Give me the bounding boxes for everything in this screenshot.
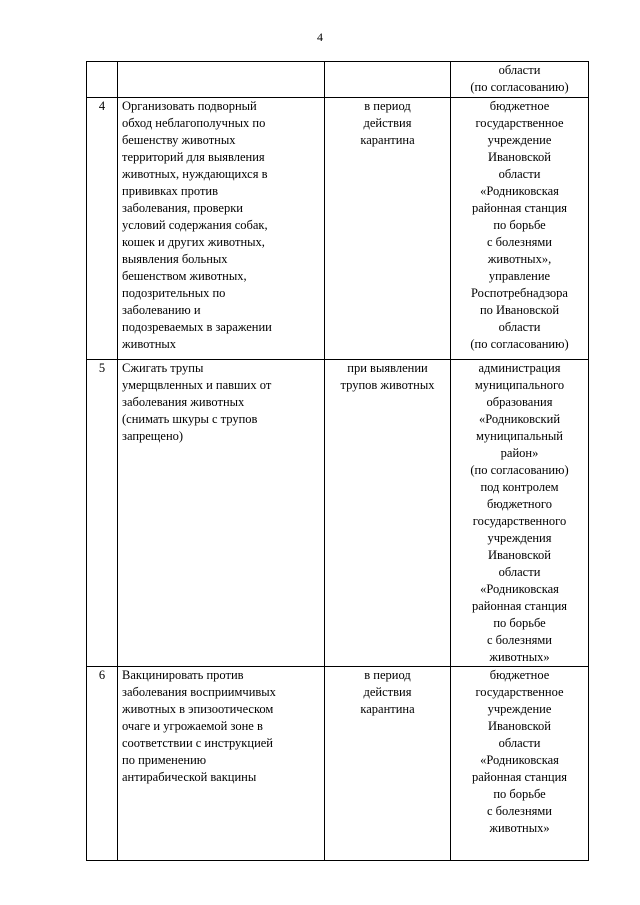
cell-line: по применению	[122, 753, 207, 767]
cell-line: (по согласованию)	[470, 80, 569, 94]
cell-line: Вакцинировать против	[122, 668, 244, 682]
cell-line: заболеванию и	[122, 303, 201, 317]
cell-line: условий содержания собак,	[122, 218, 268, 232]
row-number: 4	[87, 98, 118, 360]
cell-line: «Родниковский	[478, 412, 561, 426]
cell-line: подозреваемых в заражении	[122, 320, 272, 334]
cell-line: соответствии с инструкцией	[122, 736, 273, 750]
row-executor	[451, 360, 589, 667]
cell-line: «Родниковская	[480, 753, 559, 767]
row-executor	[451, 98, 589, 360]
cell-line: заболевания животных	[122, 395, 245, 409]
row-action	[118, 62, 325, 98]
row-executor	[451, 667, 589, 861]
cell-line: очаге и угрожаемой зоне в	[122, 719, 263, 733]
table-row	[87, 98, 589, 360]
cell-line: по борьбе	[493, 616, 546, 630]
row-number: 5	[87, 360, 118, 667]
cell-line: животных»	[489, 650, 550, 664]
cell-line: (по согласованию)	[470, 337, 569, 351]
row-number: 6	[87, 667, 118, 861]
cell-line: (по согласованию)	[470, 463, 569, 477]
cell-line: действия	[363, 116, 412, 130]
cell-line: бюджетное	[489, 99, 550, 113]
cell-line: умерщвленных и павших от	[122, 378, 272, 392]
cell-line: карантина	[360, 133, 415, 147]
cell-line: районная станция	[471, 201, 568, 215]
cell-line: учреждения	[487, 531, 552, 545]
cell-line: трупов животных	[340, 378, 435, 392]
cell-line: муниципальный	[476, 429, 563, 443]
cell-line: район»	[500, 446, 539, 460]
cell-line: с болезнями	[486, 235, 553, 249]
cell-line: при выявлении	[347, 361, 428, 375]
row-term	[325, 667, 451, 861]
cell-line: области	[498, 63, 541, 77]
cell-line: в период	[364, 668, 411, 682]
cell-line: области	[498, 167, 541, 181]
cell-line: области	[498, 320, 541, 334]
cell-line: (снимать шкуры с трупов	[122, 412, 258, 426]
table-row	[87, 360, 589, 667]
cell-line: карантина	[360, 702, 415, 716]
cell-line: по борьбе	[493, 787, 546, 801]
row-number	[87, 62, 118, 98]
cell-line: «Родниковская	[480, 582, 559, 596]
cell-line: государственное	[475, 685, 564, 699]
cell-line: в период	[364, 99, 411, 113]
cell-line: по борьбе	[493, 218, 546, 232]
cell-line: бешенством животных,	[122, 269, 247, 283]
cell-line: животных, нуждающихся в	[122, 167, 268, 181]
cell-line: области	[498, 565, 541, 579]
cell-line: под контролем	[480, 480, 559, 494]
cell-line: управление	[488, 269, 551, 283]
row-action	[118, 98, 325, 360]
cell-line: бешенству животных	[122, 133, 236, 147]
table-row	[87, 62, 589, 98]
cell-line: Ивановской	[487, 548, 551, 562]
cell-line: с болезнями	[486, 804, 553, 818]
cell-line: бюджетное	[489, 668, 550, 682]
cell-line: администрация	[478, 361, 561, 375]
cell-line: территорий для выявления	[122, 150, 265, 164]
cell-line: животных»,	[487, 252, 552, 266]
cell-line: действия	[363, 685, 412, 699]
cell-line: государственное	[475, 116, 564, 130]
cell-line: животных в эпизоотическом	[122, 702, 274, 716]
cell-line: бюджетного	[487, 497, 552, 511]
cell-line: «Родниковская	[480, 184, 559, 198]
cell-line: Ивановской	[487, 719, 551, 733]
cell-line: Роспотребнадзора	[471, 286, 568, 300]
cell-line: Организовать подворный	[122, 99, 257, 113]
cell-line: заболевания, проверки	[122, 201, 243, 215]
cell-line: Сжигать трупы	[122, 361, 204, 375]
row-term	[325, 98, 451, 360]
row-term	[325, 360, 451, 667]
row-action	[118, 360, 325, 667]
cell-line: животных	[122, 337, 177, 351]
measures-table	[86, 61, 589, 861]
cell-line: кошек и других животных,	[122, 235, 265, 249]
cell-line: с болезнями	[486, 633, 553, 647]
cell-line: районная станция	[471, 770, 568, 784]
cell-line: запрещено)	[122, 429, 184, 443]
page-number: 4	[317, 30, 323, 44]
row-action	[118, 667, 325, 861]
cell-line: государственного	[472, 514, 567, 528]
row-executor	[451, 62, 589, 98]
cell-line: антирабической вакцины	[122, 770, 257, 784]
cell-line: Ивановской	[487, 150, 551, 164]
cell-line: муниципального	[474, 378, 565, 392]
cell-line: подозрительных по	[122, 286, 226, 300]
cell-line: животных»	[489, 821, 550, 835]
cell-line: заболевания восприимчивых	[122, 685, 276, 699]
cell-line: по Ивановской	[479, 303, 560, 317]
cell-line: обход неблагополучных по	[122, 116, 266, 130]
cell-line: образования	[486, 395, 553, 409]
row-term	[325, 62, 451, 98]
table-row	[87, 667, 589, 861]
cell-line: выявления больных	[122, 252, 228, 266]
cell-line: учреждение	[487, 133, 552, 147]
cell-line: области	[498, 736, 541, 750]
cell-line: районная станция	[471, 599, 568, 613]
cell-line: учреждение	[487, 702, 552, 716]
cell-line: прививках против	[122, 184, 219, 198]
